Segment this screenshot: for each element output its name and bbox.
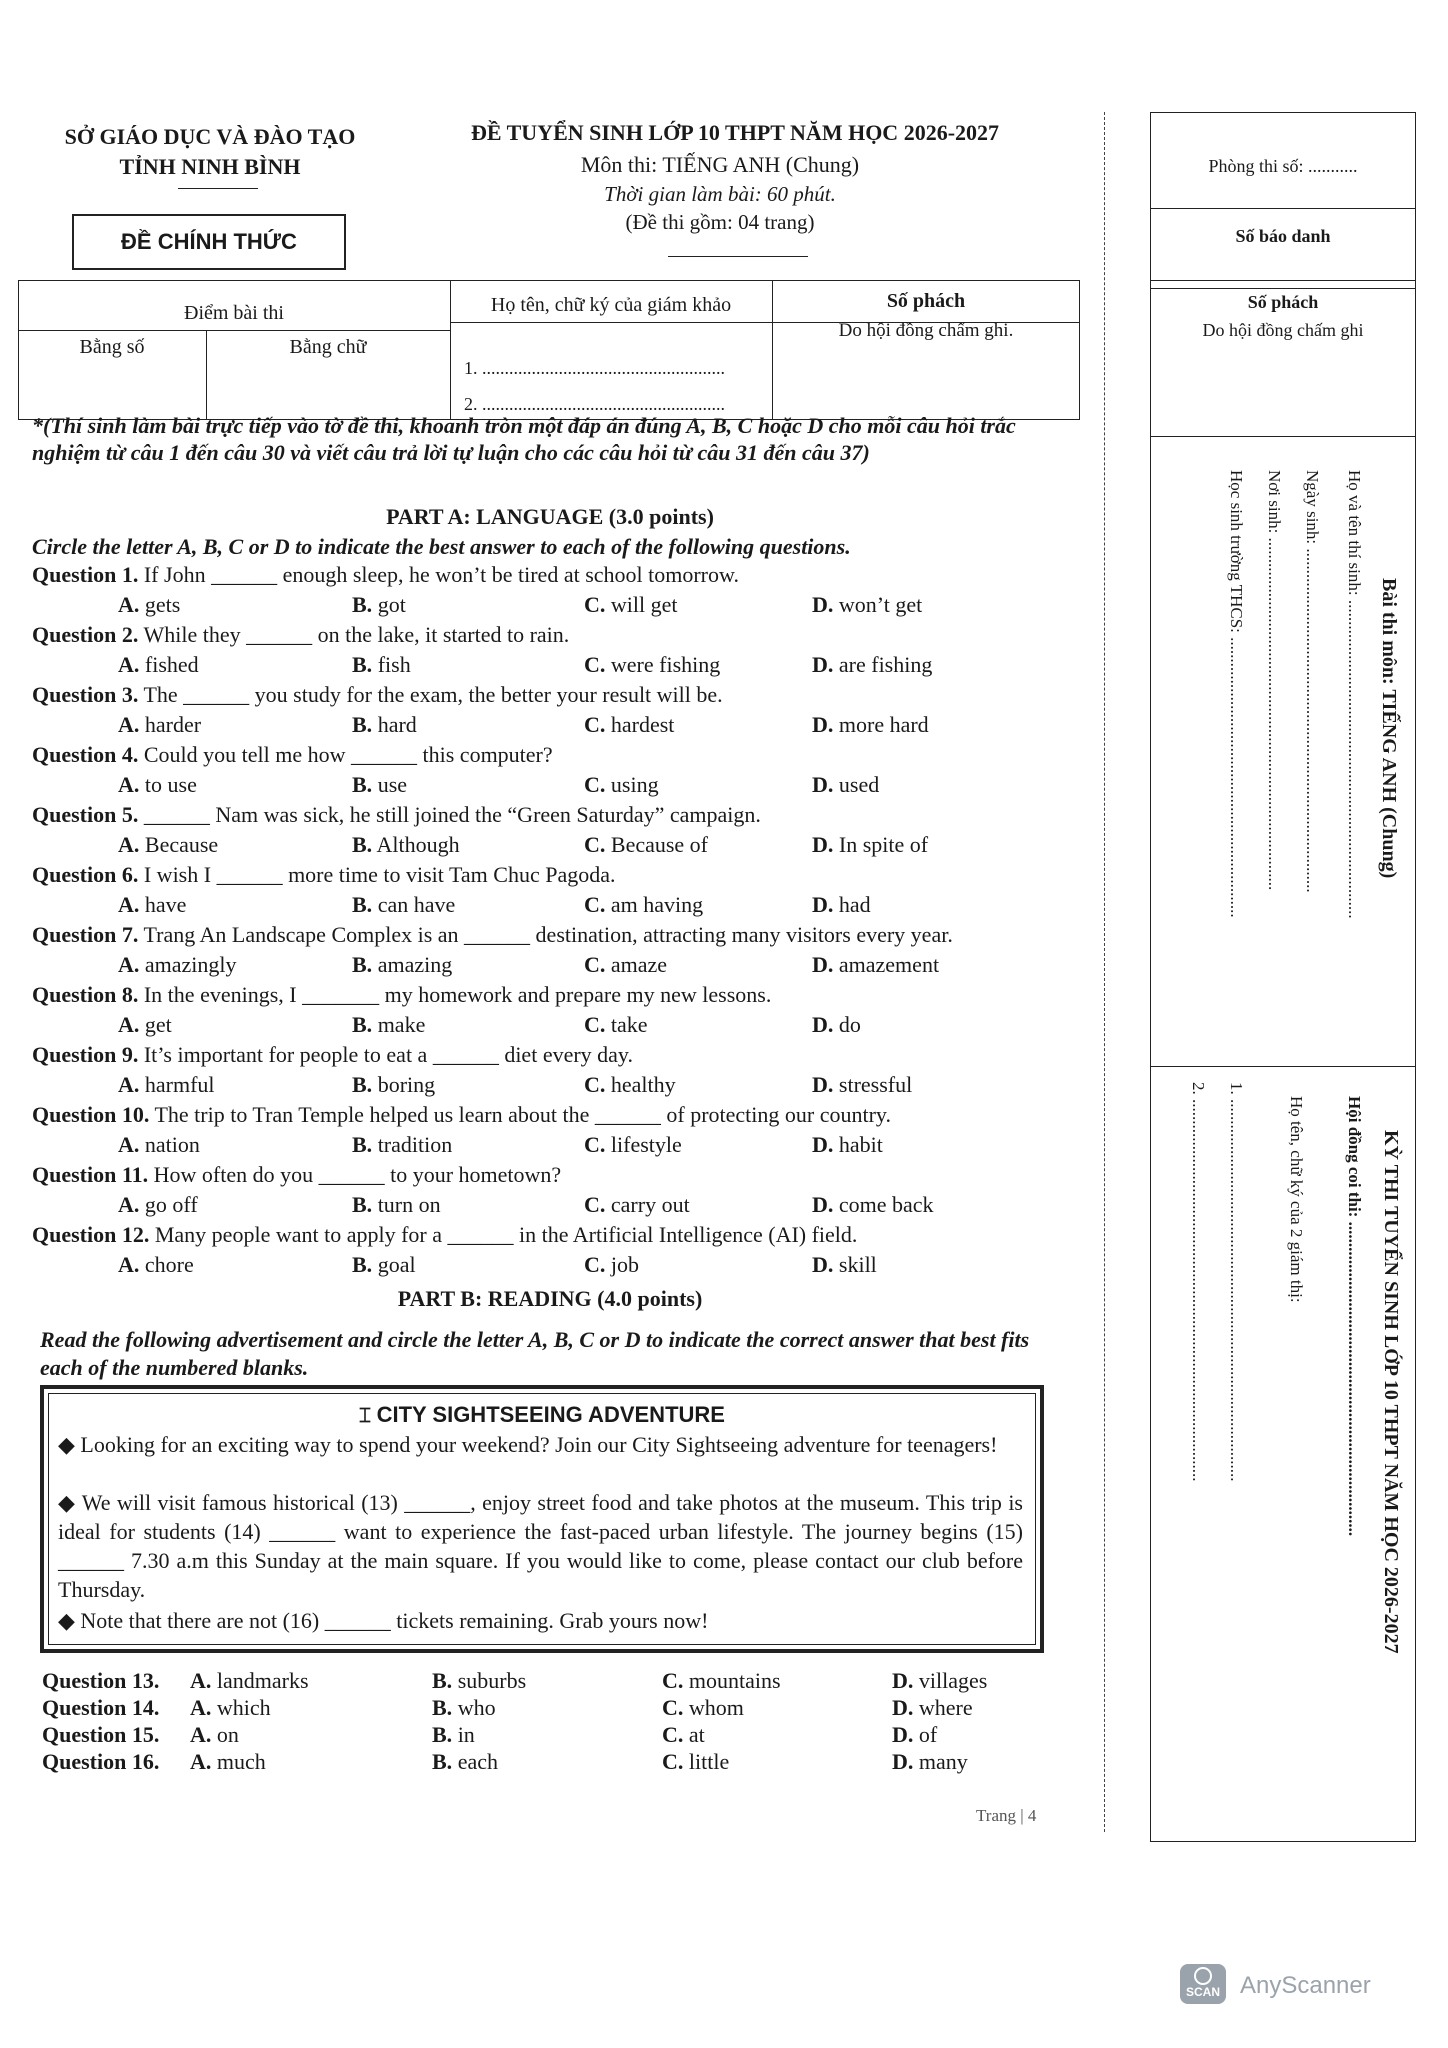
side-hline-1 (1150, 208, 1416, 209)
question-stem (32, 1102, 1062, 1128)
option-letter: A. (118, 952, 140, 977)
question-stem (32, 862, 1062, 888)
option-text: of (918, 1722, 938, 1747)
answer-option-b[interactable] (352, 1132, 452, 1158)
question-label: Question 15. (42, 1722, 160, 1747)
answer-option-c[interactable] (584, 1192, 690, 1218)
option-letter: A. (190, 1668, 212, 1693)
option-text: healthy (610, 1072, 676, 1097)
question-text: The trip to Tran Temple helped us learn about the ______ of protecting our country. (149, 1102, 891, 1127)
answer-option-b[interactable] (352, 652, 411, 678)
side-exam-name: KỲ THI TUYỂN SINH LỚP 10 THPT NĂM HỌC 2026-2027 (1380, 1130, 1402, 1654)
question-label: Question 7. (32, 922, 139, 947)
part-b-title: PART B: READING (4.0 points) (397, 1286, 703, 1311)
answer-option-b[interactable] (432, 1722, 475, 1748)
option-letter: C. (584, 1252, 606, 1277)
option-text: landmarks (216, 1668, 309, 1693)
option-text: at (688, 1722, 705, 1747)
side-invigilators: Họ tên, chữ ký của 2 giám thị: (1287, 1096, 1306, 1303)
answer-option-b[interactable] (352, 832, 460, 858)
option-text: much (216, 1749, 266, 1774)
answer-option-d[interactable] (812, 1192, 934, 1218)
question-label: Question 3. (32, 682, 139, 707)
side-candidate-no: Số báo danh (1235, 226, 1331, 246)
option-letter: D. (812, 1072, 834, 1097)
option-letter: D. (812, 712, 834, 737)
option-text: take (610, 1012, 648, 1037)
answer-option-d[interactable] (812, 712, 929, 738)
answer-option-b[interactable] (352, 952, 452, 978)
option-text: can have (377, 892, 456, 917)
option-text: who (457, 1695, 496, 1720)
answer-option-a[interactable] (118, 592, 180, 618)
option-letter: A. (118, 1252, 140, 1277)
option-text: Although (376, 832, 460, 857)
question-label: Question 10. (32, 1102, 150, 1127)
scan-badge-icon (1180, 1964, 1226, 2004)
option-text: Because (144, 832, 219, 857)
part-a-title: PART A: LANGUAGE (3.0 points) (386, 504, 714, 529)
option-text: are fishing (838, 652, 933, 677)
answer-option-c[interactable] (584, 652, 720, 678)
answer-option-c[interactable] (662, 1668, 781, 1694)
option-letter: B. (352, 1192, 373, 1217)
question-label: Question 6. (32, 862, 139, 887)
answer-option-c[interactable] (584, 712, 674, 738)
question-label: Question 2. (32, 622, 139, 647)
side-invigilator-2: 2. .......................................................................................... (1189, 1082, 1208, 1482)
option-text: amazing (377, 952, 453, 977)
option-text: in (457, 1722, 475, 1747)
answer-option-d[interactable] (812, 652, 932, 678)
option-text: many (918, 1749, 968, 1774)
answer-option-b[interactable] (432, 1668, 526, 1694)
answer-option-a[interactable] (190, 1722, 239, 1748)
option-text: villages (918, 1668, 988, 1693)
option-text: hard (377, 712, 417, 737)
answer-option-b[interactable] (352, 1252, 416, 1278)
option-text: amazingly (144, 952, 237, 977)
option-letter: D. (892, 1722, 914, 1747)
option-letter: C. (584, 832, 606, 857)
option-text: to use (144, 772, 197, 797)
instructions: *(Thí sinh làm bài trực tiếp vào tờ đề thi, khoanh tròn một đáp án đúng A, B, C hoặc D cho mỗi câu hỏi trắc nghiệm từ câu 1 đến câu 30 và viết câu trả lời tự luận cho các câu hỏi từ câu 31 đến câu 37) (32, 413, 1016, 465)
answer-option-b[interactable] (352, 1072, 435, 1098)
option-text: were fishing (610, 652, 721, 677)
answer-option-c[interactable] (584, 832, 708, 858)
answer-option-a[interactable] (118, 952, 237, 978)
option-letter: A. (118, 1012, 140, 1037)
side-pob-line: Nơi sinh: ................................................................................... (1265, 470, 1284, 891)
option-text: on (216, 1722, 239, 1747)
answer-option-d[interactable] (892, 1695, 973, 1721)
side-hline-2 (1150, 280, 1416, 281)
option-letter: A. (118, 592, 140, 617)
question-text: Many people want to apply for a ______ in the Artificial Intelligence (AI) field. (149, 1222, 858, 1247)
answer-option-a[interactable] (118, 832, 218, 858)
question-text: While they ______ on the lake, it started to rain. (138, 622, 570, 647)
option-letter: C. (584, 892, 606, 917)
option-text: will get (610, 592, 678, 617)
answer-option-d[interactable] (812, 1072, 912, 1098)
answer-option-a[interactable] (118, 1252, 194, 1278)
question-text: In the evenings, I _______ my homework and prepare my new lessons. (138, 982, 772, 1007)
option-letter: A. (118, 712, 140, 737)
answer-option-b[interactable] (352, 1192, 441, 1218)
option-letter: B. (352, 952, 373, 977)
option-text: more hard (838, 712, 929, 737)
answer-option-a[interactable] (118, 772, 197, 798)
option-letter: C. (584, 952, 606, 977)
option-letter: B. (432, 1722, 453, 1747)
option-letter: D. (812, 1192, 834, 1217)
option-text: gets (144, 592, 181, 617)
option-letter: B. (352, 772, 373, 797)
option-text: make (377, 1012, 426, 1037)
option-text: lifestyle (610, 1132, 682, 1157)
question-stem (32, 1042, 1062, 1068)
option-text: habit (838, 1132, 883, 1157)
answer-option-d[interactable] (812, 772, 879, 798)
option-text: stressful (838, 1072, 913, 1097)
option-letter: D. (892, 1749, 914, 1774)
option-letter: A. (118, 652, 140, 677)
option-text: mountains (688, 1668, 781, 1693)
option-text: job (610, 1252, 640, 1277)
examiner-1: 1. ...................................................... (464, 358, 725, 378)
exam-pages: (Đề thi gồm: 04 trang) (625, 210, 815, 234)
option-text: do (838, 1012, 861, 1037)
option-letter: D. (812, 652, 834, 677)
option-letter: A. (118, 1072, 140, 1097)
side-hline-3 (1150, 288, 1416, 289)
answer-option-b[interactable] (432, 1695, 496, 1721)
exam-duration: Thời gian làm bài: 60 phút. (604, 182, 836, 206)
answer-option-b[interactable] (352, 592, 406, 618)
option-text: fished (144, 652, 199, 677)
option-letter: A. (190, 1695, 212, 1720)
option-letter: B. (432, 1749, 453, 1774)
option-text: whom (688, 1695, 744, 1720)
question-label: Question 16. (42, 1749, 160, 1774)
page-number: Trang | 4 (976, 1806, 1037, 1825)
option-text: fish (377, 652, 411, 677)
answer-option-a[interactable] (118, 1192, 198, 1218)
option-letter: B. (432, 1695, 453, 1720)
question-label: Question 1. (32, 562, 139, 587)
option-letter: A. (118, 1192, 140, 1217)
answer-option-c[interactable] (584, 1252, 639, 1278)
question-label: Question 9. (32, 1042, 139, 1067)
option-text: using (610, 772, 659, 797)
score-table-hline (18, 330, 450, 331)
side-invigilator-1: 1. .......................................................................................... (1227, 1082, 1246, 1482)
answer-option-c[interactable] (662, 1749, 729, 1775)
answer-option-d[interactable] (812, 832, 928, 858)
code-note: Do hội đồng chấm ghi. (838, 320, 1014, 341)
option-text: turn on (377, 1192, 441, 1217)
answer-option-a[interactable] (118, 712, 201, 738)
answer-option-d[interactable] (812, 1252, 877, 1278)
option-text: harder (144, 712, 202, 737)
answer-option-d[interactable] (892, 1668, 987, 1694)
answer-option-d[interactable] (812, 1012, 861, 1038)
score-by-words: Bằng chữ (289, 336, 367, 358)
question-label: Question 14. (42, 1695, 160, 1720)
exam-title: ĐỀ TUYỂN SINH LỚP 10 THPT NĂM HỌC 2026-2027 (470, 120, 1000, 145)
option-letter: A. (190, 1722, 212, 1747)
option-letter: D. (812, 1132, 834, 1157)
examiner-2: 2. ...................................................... (464, 394, 725, 414)
ad-title (40, 1402, 1044, 1428)
option-letter: D. (892, 1668, 914, 1693)
official-stamp-box (72, 214, 346, 270)
option-letter: B. (432, 1668, 453, 1693)
option-text: come back (838, 1192, 934, 1217)
province-underline (178, 188, 258, 189)
side-subject-line: Bài thi môn: TIẾNG ANH (Chung) (1378, 578, 1400, 879)
answer-option-b[interactable] (352, 712, 417, 738)
question-text: Trang An Landscape Complex is an ______ destination, attracting many visitors every year. (138, 922, 953, 947)
question-stem (32, 982, 1062, 1008)
option-letter: C. (662, 1722, 684, 1747)
option-letter: B. (352, 592, 373, 617)
option-letter: D. (812, 952, 834, 977)
province-name: TỈNH NINH BÌNH (119, 154, 301, 179)
question-stem (32, 562, 1062, 588)
option-text: goal (377, 1252, 416, 1277)
answer-option-d[interactable] (812, 952, 939, 978)
answer-option-c[interactable] (584, 1132, 682, 1158)
question-stem (32, 622, 1062, 648)
question-label: Question 5. (32, 802, 139, 827)
ad-paragraph-2: ◆ We will visit famous historical (13) ______, enjoy street food and take photos at the museum. This trip is ideal for students (14) ______ want to experience the fast-paced urban lifestyle. The journey begins (15) ______ 7.30 a.m this Sunday at the main square. If you would like to come, please contact our club before Thursday. (58, 1490, 1023, 1602)
option-letter: C. (584, 1012, 606, 1037)
question-text: ______ Nam was sick, he still joined the “Green Saturday” campaign. (138, 802, 761, 827)
option-letter: B. (352, 892, 373, 917)
question-label: Question 12. (32, 1222, 150, 1247)
answer-option-a[interactable] (118, 892, 186, 918)
side-hline-4 (1150, 436, 1416, 437)
option-letter: C. (662, 1749, 684, 1774)
question-text: It’s important for people to eat a ______ diet every day. (138, 1042, 634, 1067)
option-text: have (144, 892, 187, 917)
side-dob-line: Ngày sinh: ................................................................................. (1303, 470, 1322, 893)
option-letter: D. (812, 1012, 834, 1037)
answer-option-a[interactable] (118, 652, 199, 678)
question-stem (32, 742, 1062, 768)
option-text: Because of (610, 832, 709, 857)
option-text: had (838, 892, 871, 917)
question-text: The ______ you study for the exam, the better your result will be. (138, 682, 723, 707)
department-name: SỞ GIÁO DỤC VÀ ĐÀO TẠO (64, 124, 356, 149)
part-a-directive: Circle the letter A, B, C or D to indicate the best answer to each of the following questions. (32, 534, 851, 559)
option-letter: D. (892, 1695, 914, 1720)
option-letter: D. (812, 1252, 834, 1277)
code-header: Số phách (886, 290, 966, 312)
option-text: skill (838, 1252, 877, 1277)
answer-option-b[interactable] (432, 1749, 498, 1775)
question-stem (32, 922, 1062, 948)
answer-option-c[interactable] (662, 1722, 705, 1748)
option-letter: C. (584, 1192, 606, 1217)
option-letter: C. (584, 652, 606, 677)
option-letter: C. (584, 592, 606, 617)
answer-option-c[interactable] (662, 1695, 744, 1721)
side-school-line: Học sinh trường THCS: .................................................................. (1227, 470, 1246, 918)
score-by-number: Bằng số (79, 336, 145, 358)
option-letter: A. (118, 892, 140, 917)
side-divider (1104, 112, 1105, 1832)
option-text: chore (144, 1252, 194, 1277)
option-text: got (377, 592, 406, 617)
option-letter: B. (352, 712, 373, 737)
side-room: Phòng thi số: ........... (1208, 156, 1358, 176)
option-letter: B. (352, 832, 373, 857)
option-letter: A. (118, 772, 140, 797)
side-council-line: Hội đồng coi thi: .......................................................................... (1345, 1096, 1364, 1537)
option-text: get (144, 1012, 172, 1037)
option-text: tradition (377, 1132, 453, 1157)
answer-option-b[interactable] (352, 892, 455, 918)
answer-option-c[interactable] (584, 952, 667, 978)
answer-option-d[interactable] (812, 892, 871, 918)
option-letter: C. (584, 1132, 606, 1157)
option-text: In spite of (838, 832, 929, 857)
option-letter: A. (118, 1132, 140, 1157)
option-letter: C. (584, 712, 606, 737)
option-letter: C. (662, 1668, 684, 1693)
option-letter: C. (662, 1695, 684, 1720)
option-letter: C. (584, 1072, 606, 1097)
ad-paragraph-1: ◆ Looking for an exciting way to spend your weekend? Join our City Sightseeing adventure for teenagers! (58, 1432, 998, 1457)
answer-option-c[interactable] (584, 892, 703, 918)
answer-option-c[interactable] (584, 1072, 676, 1098)
option-letter: D. (812, 892, 834, 917)
option-text: carry out (610, 1192, 690, 1217)
subject-text: Môn thi: TIẾNG ANH (Chung) (580, 152, 860, 177)
side-code-note: Do hội đồng chấm ghi (1202, 320, 1364, 340)
option-letter: C. (584, 772, 606, 797)
option-text: am having (610, 892, 704, 917)
answer-option-c[interactable] (584, 1012, 648, 1038)
answer-option-d[interactable] (892, 1749, 968, 1775)
answer-option-a[interactable] (190, 1749, 266, 1775)
option-letter: B. (352, 1012, 373, 1037)
question-text: If John ______ enough sleep, he won’t be tired at school tomorrow. (138, 562, 739, 587)
side-hline-5 (1150, 1066, 1416, 1067)
option-letter: D. (812, 832, 834, 857)
option-text: which (216, 1695, 271, 1720)
option-text: go off (144, 1192, 198, 1217)
score-header: Điểm bài thi (184, 302, 284, 324)
option-text: boring (377, 1072, 436, 1097)
option-text: use (377, 772, 408, 797)
question-text: Could you tell me how ______ this computer? (138, 742, 553, 767)
question-text: I wish I ______ more time to visit Tam Chuc Pagoda. (138, 862, 616, 887)
answer-option-a[interactable] (190, 1668, 309, 1694)
pages-underline (668, 256, 808, 257)
answer-option-a[interactable] (118, 1072, 215, 1098)
question-label: Question 13. (42, 1668, 160, 1693)
exam-subject (480, 152, 960, 178)
question-label: Question 4. (32, 742, 139, 767)
question-text: How often do you ______ to your hometown? (148, 1162, 562, 1187)
ad-title-text: CITY SIGHTSEEING ADVENTURE (376, 1402, 725, 1427)
option-text: where (918, 1695, 973, 1720)
question-stem (32, 802, 1062, 828)
answer-option-d[interactable] (812, 592, 922, 618)
option-text: little (688, 1749, 730, 1774)
scan-badge-label: SCAN (1185, 1985, 1220, 1999)
side-name-line: Họ và tên thí sinh: ........................................................................... (1345, 470, 1364, 919)
answer-option-b[interactable] (352, 772, 407, 798)
examiner-header: Họ tên, chữ ký của giám khảo (490, 294, 732, 316)
side-panel-frame (1150, 112, 1416, 1842)
option-text: suburbs (457, 1668, 527, 1693)
binoculars-icon: ⌶ (359, 1405, 377, 1427)
answer-option-a[interactable] (190, 1695, 271, 1721)
option-letter: B. (352, 1072, 373, 1097)
option-text: amaze (610, 952, 668, 977)
official-stamp-label: ĐỀ CHÍNH THỨC (121, 229, 297, 254)
side-code-header: Số phách (1247, 292, 1319, 312)
option-letter: D. (812, 592, 834, 617)
answer-option-d[interactable] (812, 1132, 883, 1158)
question-stem (32, 1162, 1062, 1188)
option-text: hardest (610, 712, 675, 737)
question-stem (32, 1222, 1062, 1248)
scan-lens-icon (1194, 1967, 1212, 1985)
question-stem (32, 682, 1062, 708)
option-letter: D. (812, 772, 834, 797)
option-text: won’t get (838, 592, 923, 617)
scanner-watermark (1180, 1960, 1420, 2010)
option-text: harmful (144, 1072, 215, 1097)
option-letter: A. (190, 1749, 212, 1774)
answer-option-c[interactable] (584, 772, 659, 798)
option-letter: B. (352, 1132, 373, 1157)
scanner-brand: AnyScanner (1240, 1972, 1371, 1999)
question-label: Question 11. (32, 1162, 149, 1187)
answer-option-c[interactable] (584, 592, 678, 618)
option-text: amazement (838, 952, 940, 977)
ad-paragraph-3: ◆ Note that there are not (16) ______ tickets remaining. Grab yours now! (58, 1608, 709, 1633)
answer-option-d[interactable] (892, 1722, 937, 1748)
option-letter: A. (118, 832, 140, 857)
option-text: each (457, 1749, 498, 1774)
option-text: nation (144, 1132, 200, 1157)
part-b-directive: Read the following advertisement and circle the letter A, B, C or D to indicate the correct answer that best fits each of the numbered blanks. (40, 1327, 1030, 1380)
question-label: Question 8. (32, 982, 139, 1007)
option-letter: B. (352, 652, 373, 677)
answer-option-a[interactable] (118, 1012, 172, 1038)
answer-option-a[interactable] (118, 1132, 200, 1158)
option-letter: B. (352, 1252, 373, 1277)
answer-option-b[interactable] (352, 1012, 425, 1038)
option-text: used (838, 772, 880, 797)
